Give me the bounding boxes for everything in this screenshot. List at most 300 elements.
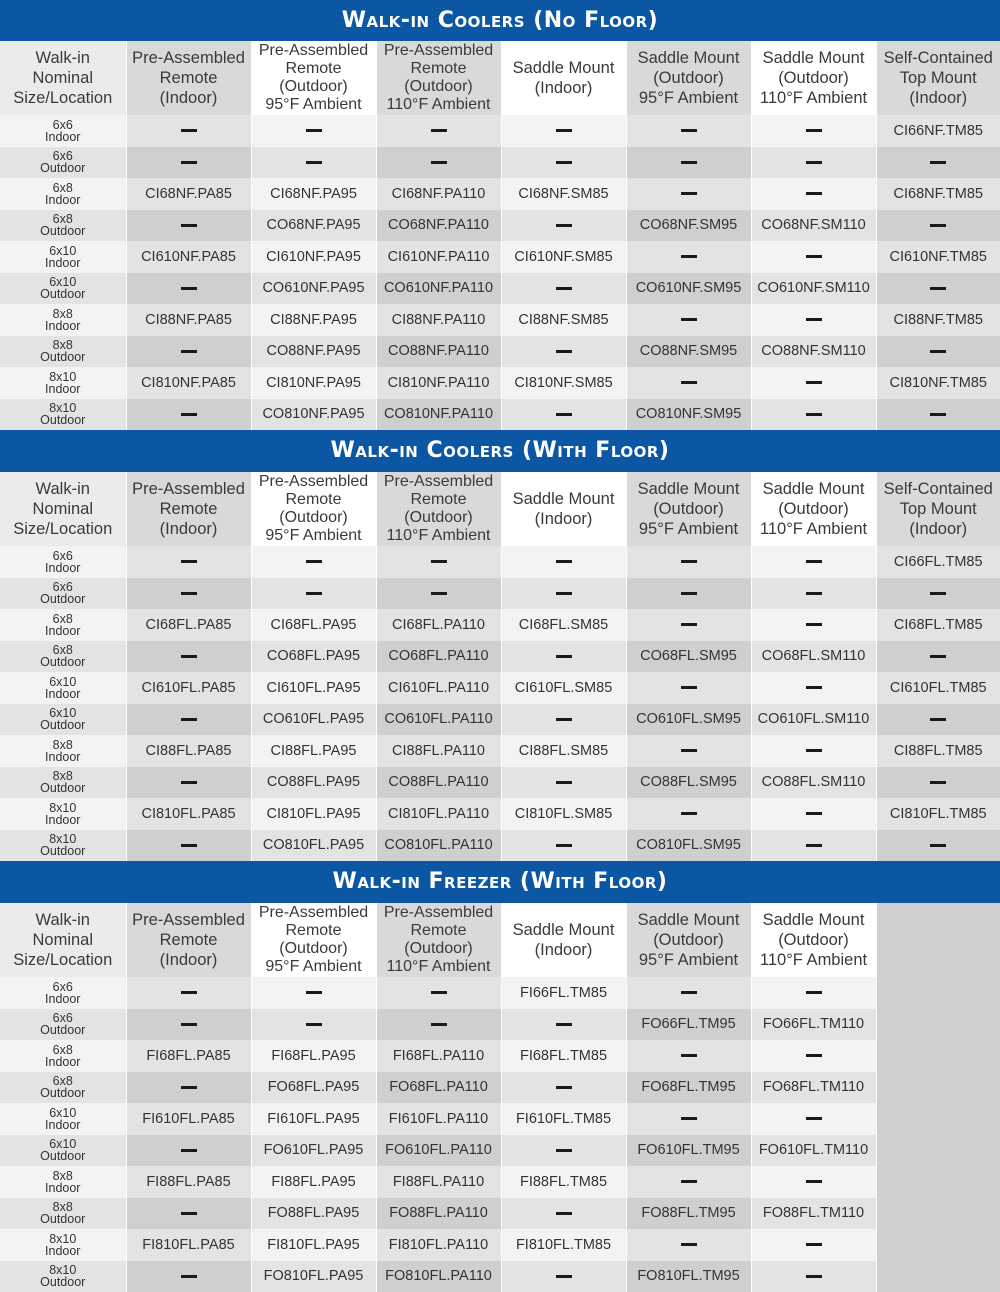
blank-cell [876, 1072, 1000, 1104]
column-header-sm_out95 [626, 472, 751, 546]
model-number: CI810FL.PA95 [251, 798, 376, 830]
not-available-dash [751, 304, 876, 336]
blank-cell [876, 1261, 1000, 1292]
model-number: FI68FL.PA110 [376, 1040, 501, 1072]
model-number: CI88FL.PA85 [126, 735, 251, 767]
size-value: 6x10 [49, 1137, 77, 1152]
header-line: Walk-in [35, 480, 90, 498]
header-line: Remote [159, 69, 218, 87]
not-available-dash [126, 1135, 251, 1167]
size-value: 6x10 [49, 243, 77, 258]
header-line: 95°F Ambient [265, 958, 362, 975]
header-line: Pre-Assembled [132, 49, 245, 67]
header-line: (Outdoor) [653, 931, 724, 949]
not-available-dash [876, 830, 1000, 862]
table-row [0, 1040, 1000, 1072]
model-number: FO810FL.PA110 [376, 1261, 501, 1292]
header-line: Walk-in [35, 49, 90, 67]
not-available-dash [126, 767, 251, 799]
model-number: FI610FL.TM85 [501, 1103, 626, 1135]
size-value: 6x6 [52, 580, 73, 595]
header-line: Saddle Mount [637, 480, 740, 498]
not-available-dash [751, 1229, 876, 1261]
not-available-dash [626, 798, 751, 830]
location-value: Outdoor [40, 287, 86, 302]
location-value: Indoor [45, 1180, 81, 1195]
table-row [0, 1072, 1000, 1104]
table-row [0, 273, 1000, 305]
column-header-sm_out110 [751, 41, 876, 115]
header-line: (Outdoor) [279, 78, 348, 95]
not-available-dash [501, 336, 626, 368]
blank-cell [876, 977, 1000, 1009]
model-number: CO610FL.SM95 [626, 704, 751, 736]
model-number: CI810NF.TM85 [876, 367, 1000, 399]
model-number: CO88FL.SM95 [626, 767, 751, 799]
not-available-dash [626, 147, 751, 179]
model-table [0, 903, 1000, 1292]
not-available-dash [751, 578, 876, 610]
header-line: Pre-Assembled [258, 904, 369, 921]
model-number: CI610NF.TM85 [876, 241, 1000, 273]
model-number: FO88FL.PA110 [376, 1198, 501, 1230]
size-value: 6x10 [49, 275, 77, 290]
not-available-dash [751, 1261, 876, 1292]
model-number: CO68FL.PA110 [376, 641, 501, 673]
size-value: 6x8 [52, 611, 73, 626]
not-available-dash [251, 546, 376, 578]
header-line: (Outdoor) [404, 78, 473, 95]
blank-cell [876, 1198, 1000, 1230]
not-available-dash [501, 147, 626, 179]
column-header-pa_out110 [376, 903, 501, 977]
model-number: CO810FL.PA95 [251, 830, 376, 862]
model-number: CO88NF.SM95 [626, 336, 751, 368]
table-row [0, 704, 1000, 736]
size-value: 6x10 [49, 706, 77, 721]
size-location-cell [0, 546, 126, 578]
header-line: Pre-Assembled [132, 911, 245, 929]
blank-cell [876, 1135, 1000, 1167]
size-location-cell [0, 735, 126, 767]
size-location-cell [0, 1135, 126, 1167]
not-available-dash [126, 830, 251, 862]
model-number: CI88FL.TM85 [876, 735, 1000, 767]
location-value: Outdoor [40, 1149, 86, 1164]
location-value: Indoor [45, 686, 81, 701]
size-location-cell [0, 672, 126, 704]
not-available-dash [751, 977, 876, 1009]
header-line: Saddle Mount [637, 911, 740, 929]
header-line: (Outdoor) [778, 500, 849, 518]
model-number: FI810FL.PA110 [376, 1229, 501, 1261]
location-value: Indoor [45, 623, 81, 638]
column-header-sm_indoor [501, 903, 626, 977]
model-number: FO68FL.TM95 [626, 1072, 751, 1104]
section-1 [0, 0, 1000, 430]
location-value: Indoor [45, 1243, 81, 1258]
header-line: (Indoor) [534, 79, 593, 97]
location-value: Indoor [45, 1054, 81, 1069]
size-value: 6x8 [52, 643, 73, 658]
model-number: CO88FL.PA110 [376, 767, 501, 799]
not-available-dash [751, 178, 876, 210]
size-location-cell [0, 367, 126, 399]
size-location-cell [0, 830, 126, 862]
header-line: (Indoor) [909, 89, 968, 107]
location-value: Indoor [45, 318, 81, 333]
size-value: 8x8 [52, 1168, 73, 1183]
header-line: Size/Location [13, 89, 113, 107]
size-location-cell [0, 399, 126, 431]
header-line: Nominal [32, 931, 94, 949]
not-available-dash [501, 1135, 626, 1167]
model-number: FO88FL.TM95 [626, 1198, 751, 1230]
model-number: CI88NF.PA95 [251, 304, 376, 336]
model-number: CO610NF.SM95 [626, 273, 751, 305]
header-line: Remote [285, 60, 342, 77]
not-available-dash [251, 977, 376, 1009]
model-number: CI88FL.SM85 [501, 735, 626, 767]
model-number: CO610NF.PA95 [251, 273, 376, 305]
model-number: CI810FL.SM85 [501, 798, 626, 830]
location-value: Indoor [45, 192, 81, 207]
header-line: Saddle Mount [762, 480, 865, 498]
header-line: Saddle Mount [512, 59, 615, 77]
location-value: Outdoor [40, 224, 86, 239]
model-number: FI66FL.TM85 [501, 977, 626, 1009]
header-line: (Indoor) [159, 89, 218, 107]
not-available-dash [376, 115, 501, 147]
header-line: Pre-Assembled [258, 473, 369, 490]
not-available-dash [126, 578, 251, 610]
size-location-cell [0, 1009, 126, 1041]
size-location-cell [0, 578, 126, 610]
header-line: (Outdoor) [653, 69, 724, 87]
section-title: Walk-in Freezer (With Floor) [0, 861, 1000, 903]
not-available-dash [126, 977, 251, 1009]
blank-cell [876, 1229, 1000, 1261]
not-available-dash [626, 115, 751, 147]
header-line: (Indoor) [534, 510, 593, 528]
header-line: Nominal [32, 69, 94, 87]
column-header-sm_out110 [751, 903, 876, 977]
location-value: Outdoor [40, 1023, 86, 1038]
size-value: 8x10 [49, 401, 77, 416]
header-line: Pre-Assembled [258, 42, 369, 59]
size-location-cell [0, 767, 126, 799]
model-number: FO68FL.TM110 [751, 1072, 876, 1104]
section-title: Walk-in Coolers (No Floor) [0, 0, 1000, 41]
location-value: Indoor [45, 129, 81, 144]
not-available-dash [626, 609, 751, 641]
not-available-dash [751, 798, 876, 830]
model-number: CI810NF.PA95 [251, 367, 376, 399]
header-line: (Indoor) [534, 941, 593, 959]
model-number: CI810NF.PA85 [126, 367, 251, 399]
model-number: FI68FL.TM85 [501, 1040, 626, 1072]
table-row [0, 977, 1000, 1009]
model-number: CI66FL.TM85 [876, 546, 1000, 578]
table-row [0, 399, 1000, 431]
size-location-cell [0, 241, 126, 273]
not-available-dash [626, 672, 751, 704]
size-location-cell [0, 1103, 126, 1135]
size-location-cell [0, 115, 126, 147]
model-number: CI610NF.PA95 [251, 241, 376, 273]
location-value: Indoor [45, 812, 81, 827]
not-available-dash [126, 273, 251, 305]
header-line: 110°F Ambient [759, 89, 868, 107]
size-value: 8x8 [52, 1200, 73, 1215]
size-value: 6x10 [49, 1105, 77, 1120]
column-header-sm_out95 [626, 41, 751, 115]
blank-cell [876, 1103, 1000, 1135]
model-number: CO68NF.PA110 [376, 210, 501, 242]
column-header-pa_indoor [126, 472, 251, 546]
header-line: 110°F Ambient [386, 96, 491, 113]
header-line: Remote [285, 491, 342, 508]
not-available-dash [501, 1072, 626, 1104]
table-row [0, 641, 1000, 673]
table-row [0, 1103, 1000, 1135]
model-number: CI88NF.PA85 [126, 304, 251, 336]
header-line: 95°F Ambient [638, 951, 739, 969]
size-location-cell [0, 1261, 126, 1292]
size-location-cell [0, 977, 126, 1009]
model-number: FO610FL.TM95 [626, 1135, 751, 1167]
column-header-sc_top [876, 472, 1000, 546]
model-number: CO68NF.PA95 [251, 210, 376, 242]
size-value: 8x8 [52, 338, 73, 353]
not-available-dash [876, 578, 1000, 610]
table-row [0, 735, 1000, 767]
size-value: 8x10 [49, 800, 77, 815]
size-value: 6x10 [49, 674, 77, 689]
header-line: (Indoor) [909, 520, 968, 538]
model-number: CO610NF.PA110 [376, 273, 501, 305]
header-line: Remote [159, 500, 218, 518]
header-line: Saddle Mount [762, 911, 865, 929]
model-number: CO810FL.PA110 [376, 830, 501, 862]
table-row [0, 1229, 1000, 1261]
model-number: FO610FL.TM110 [751, 1135, 876, 1167]
model-number: FI88FL.PA110 [376, 1166, 501, 1198]
header-line: 110°F Ambient [386, 958, 491, 975]
not-available-dash [501, 767, 626, 799]
not-available-dash [251, 1009, 376, 1041]
not-available-dash [251, 578, 376, 610]
column-header-pa_out110 [376, 41, 501, 115]
not-available-dash [126, 704, 251, 736]
not-available-dash [501, 1009, 626, 1041]
table-row [0, 210, 1000, 242]
column-header-sm_indoor [501, 41, 626, 115]
model-number: FI610FL.PA85 [126, 1103, 251, 1135]
table-row [0, 241, 1000, 273]
header-line: Remote [159, 931, 218, 949]
not-available-dash [876, 641, 1000, 673]
model-number: CO68FL.SM110 [751, 641, 876, 673]
column-header-size [0, 903, 126, 977]
section-3 [0, 861, 1000, 1292]
model-number: CI68FL.TM85 [876, 609, 1000, 641]
model-number: FI810FL.PA85 [126, 1229, 251, 1261]
model-number: CI810FL.PA110 [376, 798, 501, 830]
column-header-size [0, 472, 126, 546]
model-number: FO610FL.PA110 [376, 1135, 501, 1167]
size-location-cell [0, 609, 126, 641]
header-line: Saddle Mount [512, 490, 615, 508]
not-available-dash [876, 273, 1000, 305]
model-number: FO810FL.TM95 [626, 1261, 751, 1292]
model-number: CI68NF.PA95 [251, 178, 376, 210]
header-line: (Outdoor) [404, 940, 473, 957]
model-number: CO610FL.PA95 [251, 704, 376, 736]
not-available-dash [751, 830, 876, 862]
location-value: Outdoor [40, 781, 86, 796]
not-available-dash [626, 178, 751, 210]
not-available-dash [126, 115, 251, 147]
size-value: 8x10 [49, 369, 77, 384]
model-number: CO68FL.SM95 [626, 641, 751, 673]
column-header-pa_out95 [251, 472, 376, 546]
model-number: CI810FL.PA85 [126, 798, 251, 830]
location-value: Indoor [45, 749, 81, 764]
model-number: CI68FL.PA110 [376, 609, 501, 641]
column-header-pa_indoor [126, 41, 251, 115]
header-line: Self-Contained [883, 480, 993, 498]
location-value: Outdoor [40, 655, 86, 670]
column-header-pa_indoor [126, 903, 251, 977]
not-available-dash [126, 147, 251, 179]
not-available-dash [376, 147, 501, 179]
model-number: CI810NF.SM85 [501, 367, 626, 399]
table-row [0, 672, 1000, 704]
model-number: CI610FL.PA110 [376, 672, 501, 704]
model-number: CI610NF.PA85 [126, 241, 251, 273]
not-available-dash [126, 1198, 251, 1230]
not-available-dash [126, 1072, 251, 1104]
not-available-dash [126, 546, 251, 578]
size-value: 8x10 [49, 1263, 77, 1278]
size-location-cell [0, 704, 126, 736]
header-line: (Outdoor) [404, 509, 473, 526]
not-available-dash [626, 735, 751, 767]
not-available-dash [126, 1009, 251, 1041]
column-header-sm_out110 [751, 472, 876, 546]
model-number: CO610NF.SM110 [751, 273, 876, 305]
model-number: CI810NF.PA110 [376, 367, 501, 399]
not-available-dash [751, 241, 876, 273]
not-available-dash [376, 977, 501, 1009]
not-available-dash [751, 735, 876, 767]
header-line: Remote [285, 922, 342, 939]
header-line: 95°F Ambient [638, 520, 739, 538]
size-location-cell [0, 273, 126, 305]
table-row [0, 304, 1000, 336]
header-line: (Outdoor) [653, 500, 724, 518]
model-number: CO610FL.PA110 [376, 704, 501, 736]
size-value: 8x8 [52, 737, 73, 752]
size-value: 8x8 [52, 306, 73, 321]
section-2 [0, 430, 1000, 861]
not-available-dash [876, 767, 1000, 799]
header-line: 95°F Ambient [638, 89, 739, 107]
not-available-dash [751, 367, 876, 399]
model-number: CI610FL.SM85 [501, 672, 626, 704]
table-row [0, 1135, 1000, 1167]
blank-cell [876, 1009, 1000, 1041]
header-line: (Indoor) [159, 520, 218, 538]
blank-cell [876, 1040, 1000, 1072]
model-number: CI68FL.SM85 [501, 609, 626, 641]
model-number: FI810FL.TM85 [501, 1229, 626, 1261]
model-number: FI88FL.TM85 [501, 1166, 626, 1198]
header-line: Walk-in [35, 911, 90, 929]
model-number: CI88NF.TM85 [876, 304, 1000, 336]
size-value: 6x8 [52, 1074, 73, 1089]
column-header-sm_indoor [501, 472, 626, 546]
header-line: (Outdoor) [778, 931, 849, 949]
header-line: Self-Contained [883, 49, 993, 67]
size-value: 8x8 [52, 769, 73, 784]
location-value: Outdoor [40, 350, 86, 365]
header-line: 110°F Ambient [759, 520, 868, 538]
not-available-dash [751, 609, 876, 641]
not-available-dash [876, 210, 1000, 242]
not-available-dash [626, 1166, 751, 1198]
model-number: CI88FL.PA110 [376, 735, 501, 767]
size-value: 6x6 [52, 1011, 73, 1026]
location-value: Outdoor [40, 592, 86, 607]
model-number: FI88FL.PA95 [251, 1166, 376, 1198]
not-available-dash [501, 210, 626, 242]
model-number: FO810FL.PA95 [251, 1261, 376, 1292]
not-available-dash [251, 147, 376, 179]
header-line: Top Mount [899, 500, 977, 518]
size-value: 6x6 [52, 548, 73, 563]
model-number: FI68FL.PA85 [126, 1040, 251, 1072]
not-available-dash [626, 578, 751, 610]
size-value: 6x6 [52, 979, 73, 994]
not-available-dash [126, 210, 251, 242]
size-location-cell [0, 1072, 126, 1104]
not-available-dash [876, 147, 1000, 179]
column-header-sm_out95 [626, 903, 751, 977]
model-number: FI68FL.PA95 [251, 1040, 376, 1072]
not-available-dash [126, 399, 251, 431]
model-number: FO88FL.TM110 [751, 1198, 876, 1230]
column-header-size [0, 41, 126, 115]
not-available-dash [751, 546, 876, 578]
model-number: CO88FL.PA95 [251, 767, 376, 799]
not-available-dash [751, 1103, 876, 1135]
size-location-cell [0, 304, 126, 336]
size-location-cell [0, 336, 126, 368]
size-location-cell [0, 641, 126, 673]
location-value: Outdoor [40, 844, 86, 859]
table-row [0, 1261, 1000, 1292]
section-title: Walk-in Coolers (With Floor) [0, 430, 1000, 472]
size-location-cell [0, 1229, 126, 1261]
location-value: Outdoor [40, 718, 86, 733]
model-number: CI68NF.PA110 [376, 178, 501, 210]
not-available-dash [501, 641, 626, 673]
model-number: FO66FL.TM110 [751, 1009, 876, 1041]
header-line: 95°F Ambient [265, 96, 362, 113]
not-available-dash [751, 1040, 876, 1072]
